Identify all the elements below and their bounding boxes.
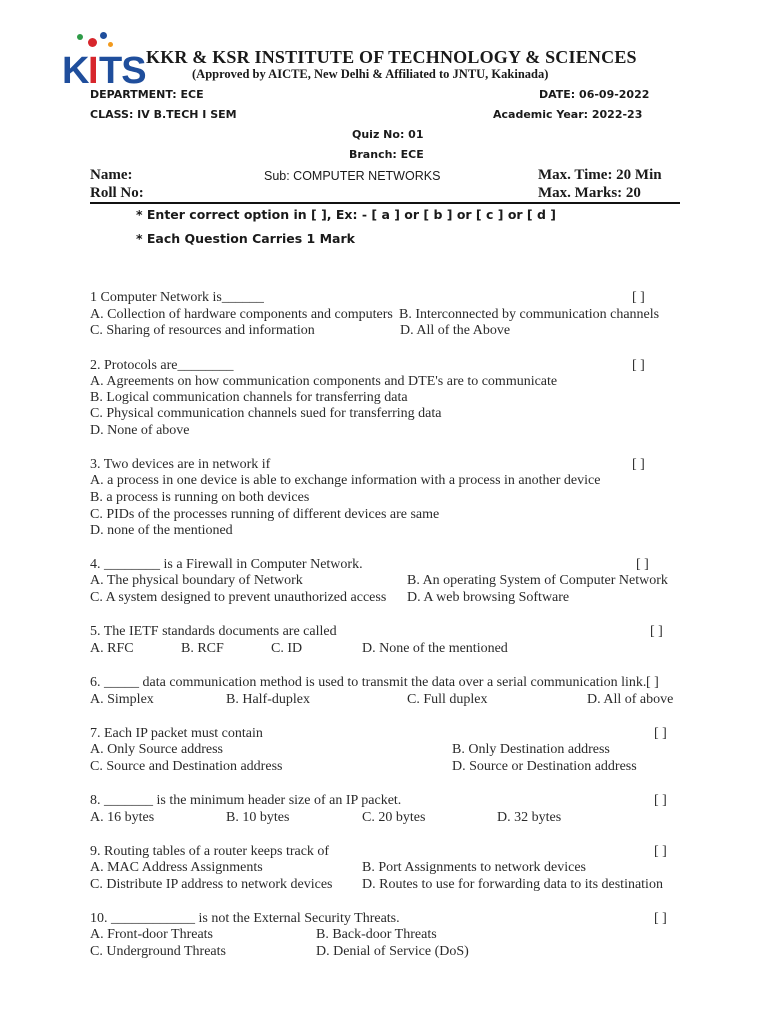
question-4-answer-bracket[interactable]: [ ] <box>636 557 649 572</box>
quiz-number: Quiz No: 01 <box>352 128 424 141</box>
question-5-option-d: D. None of the mentioned <box>362 641 508 656</box>
question-8-option-b: B. 10 bytes <box>226 810 290 825</box>
institute-logo <box>62 32 146 92</box>
question-3-option-a: A. a process in one device is able to exchange information with a process in another device <box>90 473 601 488</box>
question-8-answer-bracket[interactable]: [ ] <box>654 793 667 808</box>
question-10-option-c: C. Underground Threats <box>90 944 226 959</box>
question-8-option-d: D. 32 bytes <box>497 810 562 825</box>
question-1-text: 1 Computer Network is______ <box>90 290 264 305</box>
question-10-text: 10. ____________ is not the External Security Threats. <box>90 911 400 926</box>
question-2-option-d: D. None of above <box>90 423 190 438</box>
question-6-option-a: A. Simplex <box>90 692 154 707</box>
question-5-option-a: A. RFC <box>90 641 134 656</box>
name-field-label: Name: <box>90 167 133 183</box>
instruction-marks: * Each Question Carries 1 Mark <box>136 231 355 246</box>
question-4-option-d: D. A web browsing Software <box>407 590 570 605</box>
question-6-option-b: B. Half-duplex <box>226 692 310 707</box>
question-5-answer-bracket[interactable]: [ ] <box>650 624 663 639</box>
question-8-text: 8. _______ is the minimum header size of an IP packet. <box>90 793 402 808</box>
branch-label: Branch: ECE <box>349 148 424 161</box>
question-9-option-c: C. Distribute IP address to network devices <box>90 877 333 892</box>
question-1-option-d: D. All of the Above <box>400 323 511 338</box>
question-7-option-c: C. Source and Destination address <box>90 759 283 774</box>
logo-dot-red <box>88 38 97 47</box>
question-3-option-d: D. none of the mentioned <box>90 523 233 538</box>
class-label: CLASS: IV B.TECH I SEM <box>90 108 237 121</box>
logo-letter-k: K <box>62 50 89 92</box>
date-label: DATE: 06-09-2022 <box>539 88 650 101</box>
question-2-option-b: B. Logical communication channels for transferring data <box>90 390 408 405</box>
question-5-text: 5. The IETF standards documents are called <box>90 624 337 639</box>
question-7-option-d: D. Source or Destination address <box>452 759 637 774</box>
question-3-option-c: C. PIDs of the processes running of different devices are same <box>90 507 440 522</box>
question-1-option-a: A. Collection of hardware components and computers <box>90 307 393 322</box>
question-7-answer-bracket[interactable]: [ ] <box>654 726 667 741</box>
question-4-text: 4. ________ is a Firewall in Computer Network. <box>90 557 363 572</box>
question-1-option-b: B. Interconnected by communication channels <box>399 307 660 322</box>
question-7-option-b: B. Only Destination address <box>452 742 610 757</box>
question-2-option-c: C. Physical communication channels sued for transferring data <box>90 406 442 421</box>
question-5-option-c: C. ID <box>271 641 303 656</box>
question-10-option-b: B. Back-door Threats <box>316 927 437 942</box>
question-4-option-c: C. A system designed to prevent unauthorized access <box>90 590 387 605</box>
question-10-option-a: A. Front-door Threats <box>90 927 213 942</box>
question-6-option-d: D. All of above <box>587 692 674 707</box>
question-3-text: 3. Two devices are in network if <box>90 457 271 472</box>
question-9-text: 9. Routing tables of a router keeps track of <box>90 844 330 859</box>
logo-dot-blue <box>100 32 107 39</box>
question-1-option-c: C. Sharing of resources and information <box>90 323 315 338</box>
department-label: DEPARTMENT: ECE <box>90 88 204 101</box>
question-6-text: 6. _____ data communication method is used to transmit the data over a serial communication link. <box>90 675 647 690</box>
question-5-option-b: B. RCF <box>181 641 224 656</box>
question-2-text: 2. Protocols are________ <box>90 358 234 373</box>
question-4-option-a: A. The physical boundary of Network <box>90 573 303 588</box>
question-6-answer-bracket[interactable]: [ ] <box>646 675 659 690</box>
header-divider <box>90 202 680 204</box>
question-8-option-a: A. 16 bytes <box>90 810 155 825</box>
question-8-option-c: C. 20 bytes <box>362 810 426 825</box>
subject-label: Sub: COMPUTER NETWORKS <box>264 169 441 183</box>
question-10-option-d: D. Denial of Service (DoS) <box>316 944 469 959</box>
question-9-answer-bracket[interactable]: [ ] <box>654 844 667 859</box>
question-9-option-b: B. Port Assignments to network devices <box>362 860 586 875</box>
question-10-answer-bracket[interactable]: [ ] <box>654 911 667 926</box>
roll-no-field-label: Roll No: <box>90 185 144 201</box>
question-3-option-b: B. a process is running on both devices <box>90 490 310 505</box>
question-6-option-c: C. Full duplex <box>407 692 488 707</box>
question-3-answer-bracket[interactable]: [ ] <box>632 457 645 472</box>
question-7-option-a: A. Only Source address <box>90 742 223 757</box>
institute-approval: (Approved by AICTE, New Delhi & Affiliated to JNTU, Kakinada) <box>192 67 549 81</box>
institute-name: KKR & KSR INSTITUTE OF TECHNOLOGY & SCIENCES <box>146 47 637 67</box>
question-9-option-d: D. Routes to use for forwarding data to its destination <box>362 877 663 892</box>
question-1-answer-bracket[interactable]: [ ] <box>632 290 645 305</box>
logo-dot-green <box>77 34 83 40</box>
instruction-entry-format: * Enter correct option in [ ], Ex: - [ a ] or [ b ] or [ c ] or [ d ] <box>136 207 557 222</box>
max-time-label: Max. Time: 20 Min <box>538 167 662 183</box>
question-2-option-a: A. Agreements on how communication components and DTE's are to communicate <box>90 374 558 389</box>
question-9-option-a: A. MAC Address Assignments <box>90 860 263 875</box>
academic-year-label: Academic Year: 2022-23 <box>493 108 643 121</box>
question-7-text: 7. Each IP packet must contain <box>90 726 263 741</box>
logo-dot-orange <box>108 42 113 47</box>
question-4-option-b: B. An operating System of Computer Network <box>407 573 668 588</box>
logo-letters-ts: TS <box>99 50 146 92</box>
question-2-answer-bracket[interactable]: [ ] <box>632 358 645 373</box>
max-marks-label: Max. Marks: 20 <box>538 185 641 201</box>
logo-letter-i: I <box>88 50 99 92</box>
